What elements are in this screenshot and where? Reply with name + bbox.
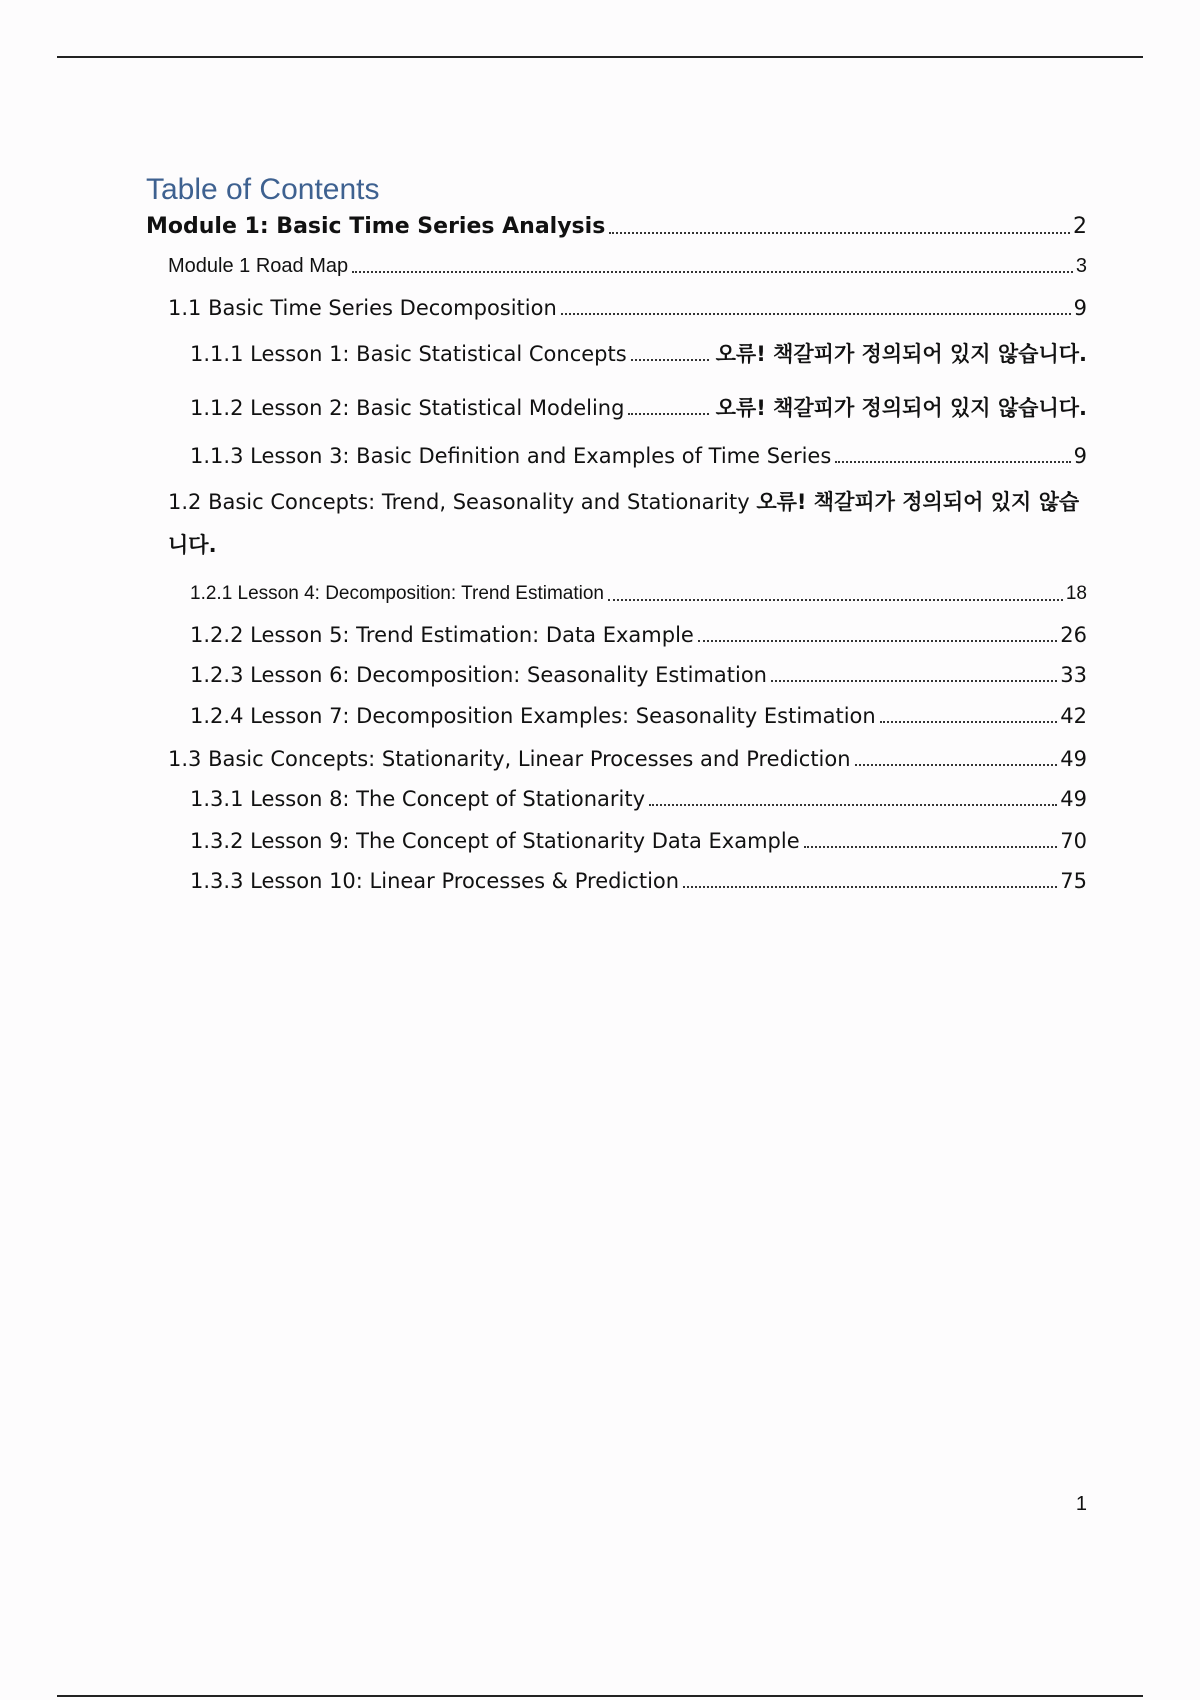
toc-entry-1-1-1[interactable] [190,339,1087,369]
dot-leader [561,313,1071,315]
toc-title: Table of Contents [146,173,380,206]
toc-entry-page: 9 [1073,296,1087,320]
toc-entry-module-1[interactable] [146,212,1087,242]
bookmark-error-text: 오류! 책갈피가 정의되어 있지 않습니다. [715,342,1087,366]
dot-leader [804,846,1058,848]
page-number: 1 [1075,1493,1087,1515]
bookmark-error-text: 오류! 책갈피가 정의되어 있지 않습니다. [168,490,1080,557]
toc-entry-page: 3 [1075,255,1087,277]
toc-entry-page: 75 [1060,869,1087,893]
dot-leader [698,640,1057,642]
toc-entry-1-1-2[interactable] [190,393,1087,423]
dot-leader [631,359,709,361]
toc-entry-label: 1.2.4 Lesson 7: Decomposition Examples: Seasonality Estimation [190,704,876,728]
toc-entry-page: 9 [1073,444,1087,468]
toc-entry-1-1-3[interactable] [190,441,1087,471]
toc-entry-page: 70 [1060,829,1087,853]
bookmark-error-text: 오류! 책갈피가 정의되어 있지 않습니다. [715,396,1087,420]
dot-leader [855,764,1058,766]
toc-entry-1-2-1[interactable] [190,579,1087,609]
dot-leader [352,271,1073,273]
toc-entry-label: 1.1 Basic Time Series Decomposition [168,296,557,320]
toc-entry-1-3-1[interactable] [190,784,1087,814]
toc-entry-label: 1.2.3 Lesson 6: Decomposition: Seasonality Estimation [190,663,767,687]
toc-entry-1-2[interactable] [168,481,1087,567]
dot-leader [683,886,1057,888]
toc-entry-road-map[interactable] [168,251,1087,281]
toc-entry-label: Module 1: Basic Time Series Analysis [146,214,606,239]
dot-leader [771,680,1057,682]
toc-entry-label: Module 1 Road Map [168,255,349,277]
toc-entry-1-2-4[interactable] [190,701,1087,731]
toc-entry-1-3[interactable] [168,744,1087,774]
toc-entry-page: 18 [1065,583,1087,604]
toc-entry-page: 49 [1060,747,1087,771]
toc-entry-1-3-3[interactable] [190,866,1087,896]
toc-entry-page: 26 [1060,623,1087,647]
toc-entry-page: 2 [1073,214,1087,239]
toc-entry-1-3-2[interactable] [190,826,1087,856]
toc-entry-label: 1.3.1 Lesson 8: The Concept of Stationarity [190,787,646,811]
toc-entry-label: 1.1.3 Lesson 3: Basic Definition and Examples of Time Series [190,444,832,468]
toc-entry-page: 42 [1060,704,1087,728]
dot-leader [649,804,1057,806]
toc-entry-label: 1.3.3 Lesson 10: Linear Processes & Prediction [190,869,680,893]
toc-entry-label: 1.2.2 Lesson 5: Trend Estimation: Data Example [190,623,694,647]
dot-leader [609,232,1070,234]
toc-entry-1-1[interactable] [168,293,1087,323]
toc-entry-label: 1.1.1 Lesson 1: Basic Statistical Concepts [190,342,627,366]
toc-entry-label: 1.3.2 Lesson 9: The Concept of Stationarity Data Example [190,829,800,853]
footer-rule [57,1695,1143,1697]
toc-entry-label: 1.2 Basic Concepts: Trend, Seasonality and Stationarity [168,490,750,514]
toc-entry-page: 49 [1060,787,1087,811]
toc-entry-label: 1.1.2 Lesson 2: Basic Statistical Modeling [190,396,625,420]
header-rule [57,56,1143,58]
toc-entry-page: 33 [1060,663,1087,687]
toc-entry-1-2-2[interactable] [190,620,1087,650]
toc-entry-1-2-3[interactable] [190,660,1087,690]
toc-entry-label: 1.3 Basic Concepts: Stationarity, Linear Processes and Prediction [168,747,851,771]
dot-leader [835,461,1070,463]
toc-entry-label: 1.2.1 Lesson 4: Decomposition: Trend Estimation [190,583,605,604]
dot-leader [608,599,1063,601]
dot-leader [880,721,1058,723]
dot-leader [628,413,708,415]
